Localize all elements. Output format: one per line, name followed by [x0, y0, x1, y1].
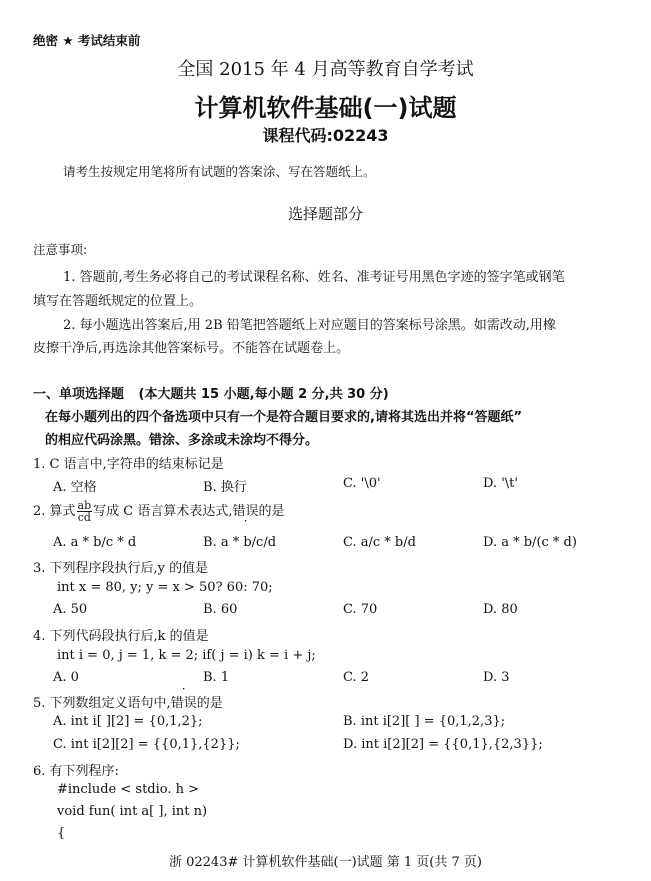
q5-option-d: D. int i[2][2] = {{0,1},{2,3}};	[343, 737, 543, 752]
q1-option-b: B. 换行	[203, 480, 247, 495]
q3-stem: 3. 下列程序段执行后,y 的值是	[33, 561, 209, 576]
q5-stem-pre: 5. 下列数组定义语句中,	[33, 696, 171, 711]
q2-fraction-numerator: ab	[77, 499, 92, 512]
part1-heading	[33, 383, 389, 402]
q2-option-d: D. a * b/(c * d)	[483, 535, 577, 550]
page-footer: 浙 02243# 计算机软件基础(一)试题 第 1 页(共 7 页)	[168, 855, 482, 870]
q3-code: int x = 80, y; y = x > 50? 60: 70;	[57, 580, 273, 595]
course-code: 课程代码:02243	[262, 126, 389, 145]
q2-stem-mid: 写成 C 语言算术表达式,	[93, 504, 233, 519]
general-instruction: 请考生按规定用笔将所有试题的答案涂、写在答题纸上。	[63, 164, 376, 179]
q6-code-line-2: void fun( int a[ ], int n)	[57, 804, 208, 819]
q2-emphasis-word: 错误	[232, 504, 259, 519]
part1-desc-line-1: 在每小题列出的四个备选项中只有一个是符合题目要求的,请将其选出并将“答题纸”	[45, 410, 523, 425]
q2-fraction	[77, 500, 93, 523]
q4-stem: 4. 下列代码段执行后,k 的值是	[33, 629, 209, 644]
q3-option-d: D. 80	[483, 602, 518, 617]
q3-option-b: B. 60	[203, 602, 238, 617]
q3-option-a: A. 50	[53, 602, 88, 617]
q2-option-c: C. a/c * b/d	[343, 535, 416, 550]
q1-option-d: D. '\t'	[483, 476, 518, 491]
part1-desc-line-2: 的相应代码涂黑。错涂、多涂或未涂均不得分。	[45, 433, 319, 448]
q3-option-c: C. 70	[343, 602, 378, 617]
q4-option-d: D. 3	[483, 670, 510, 685]
q1-option-c: C. '\0'	[343, 476, 381, 491]
note-1-line-2: 填写在答题纸规定的位置上。	[33, 294, 203, 309]
q6-code-line-3: {	[57, 826, 66, 841]
q4-option-c: C. 2	[343, 670, 370, 685]
q4-option-b: B. 1	[203, 670, 230, 685]
q2-fraction-denominator: cd	[77, 511, 91, 524]
q4-option-a: A. 0	[53, 670, 79, 685]
section-title: 选择题部分	[287, 205, 363, 223]
q5-option-b: B. int i[2][ ] = {0,1,2,3};	[343, 714, 506, 729]
q2-option-a: A. a * b/c * d	[53, 535, 137, 550]
q5-option-a: A. int i[ ][2] = {0,1,2};	[53, 714, 203, 729]
note-1-line-1: 1. 答题前,考生务必将自己的考试课程名称、姓名、准考证号用黑色字迹的签字笔或钢笔	[63, 270, 565, 285]
exam-title: 全国 2015 年 4 月高等教育自学考试	[177, 59, 474, 80]
q5-option-c: C. int i[2][2] = {{0,1},{2}};	[53, 737, 240, 752]
q2-stem	[33, 500, 285, 523]
notes-title: 注意事项:	[33, 242, 88, 257]
q6-stem: 6. 有下列程序:	[33, 764, 119, 779]
q5-stem	[33, 692, 223, 711]
part1-title: 一、单项选择题	[33, 387, 125, 402]
note-2-line-1: 2. 每小题选出答案后,用 2B 铅笔把答题纸上对应题目的答案标号涂黑。如需改动,用橡	[63, 318, 556, 333]
q1-option-a: A. 空格	[53, 480, 97, 495]
subject-title: 计算机软件基础(一)试题	[194, 94, 457, 122]
q2-stem-pre: 2. 算式	[33, 504, 76, 519]
q6-code-line-1: #include < stdio. h >	[57, 782, 200, 797]
q2-stem-post: 的是	[258, 504, 285, 519]
note-2-line-2: 皮擦干净后,再选涂其他答案标号。不能答在试题卷上。	[33, 341, 350, 356]
confidential-label: 绝密 ★ 考试结束前	[33, 33, 141, 48]
q5-stem-post: 的是	[196, 696, 223, 711]
q1-stem: 1. C 语言中,字符串的结束标记是	[33, 457, 224, 472]
q4-code: int i = 0, j = 1, k = 2; if( j = i) k = i + j;	[57, 648, 316, 663]
q5-emphasis-word: 错误	[170, 696, 197, 711]
q2-option-b: B. a * b/c/d	[203, 535, 277, 550]
part1-title-note: (本大题共 15 小题,每小题 2 分,共 30 分)	[138, 387, 389, 402]
